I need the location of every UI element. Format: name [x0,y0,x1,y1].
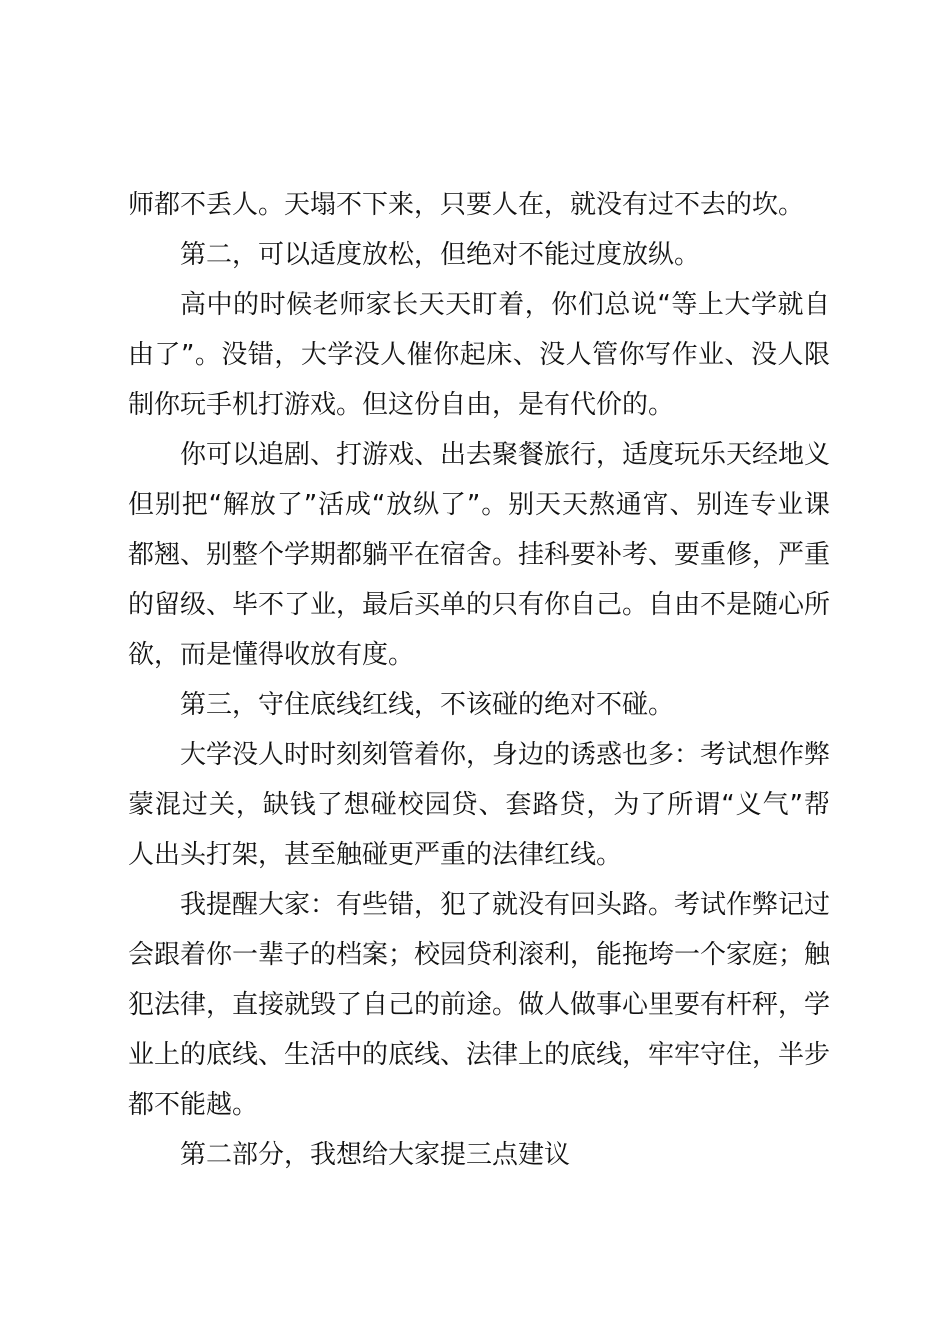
paragraph-heading-second-point: 第二，可以适度放松，但绝对不能过度放纵。 [180,240,701,270]
paragraph-freedom-in-college: 高中的时候老师家长天天盯着，你们总说“等上大学就自由了”。没错，大学没人催你起床、没人管你写作业、没人限制你玩手机打游戏。但这份自由，是有代价的。 [128,290,830,420]
paragraph-continuation: 师都不丢人。天塌不下来，只要人在，就没有过不去的坎。 [128,190,805,220]
paragraph-temptations: 大学没人时时刻刻管着你，身边的诱惑也多：考试想作弊蒙混过关，缺钱了想碰校园贷、套路贷，为了所谓“义气”帮人出头打架，甚至触碰更严重的法律红线。 [128,740,831,870]
paragraph-section-two-heading: 第二部分，我想给大家提三点建议 [180,1140,571,1170]
paragraph-moderate-fun: 你可以追剧、打游戏、出去聚餐旅行，适度玩乐天经地义但别把“解放了”活成“放纵了”。别天天熬通宵、别连专业课都翘、别整个学期都躺平在宿舍。挂科要补考、要重修，严重的留级、毕不了业，最后买单的只有你自己。自由不是随心所欲，而是懂得收放有度。 [128,440,831,670]
paragraph-warning: 我提醒大家：有些错，犯了就没有回头路。考试作弊记过会跟着你一辈子的档案；校园贷利滚利，能拖垮一个家庭；触犯法律，直接就毁了自己的前途。做人做事心里要有杆秤，学业上的底线、生活中的底线、法律上的底线，牢牢守住，半步都不能越。 [128,890,831,1120]
document-body [128,180,830,1180]
paragraph-heading-third-point: 第三，守住底线红线，不该碰的绝对不碰。 [180,690,675,720]
